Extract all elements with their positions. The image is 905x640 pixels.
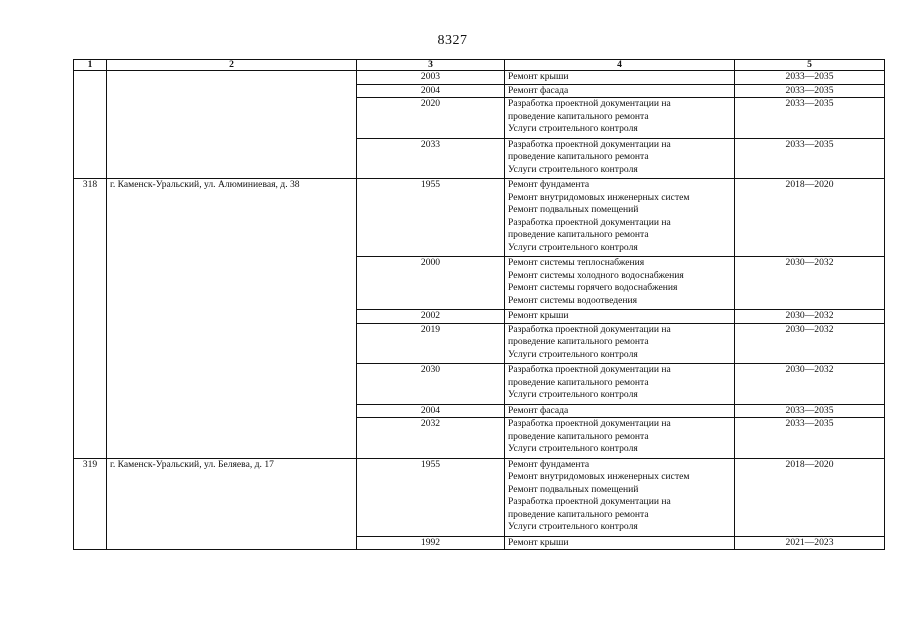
year-cell: 1992	[357, 536, 505, 550]
work-item: проведение капитального ремонта	[508, 336, 649, 347]
period-cell: 2033—2035	[735, 418, 885, 459]
year-cell: 2032	[357, 418, 505, 459]
period-cell: 2030—2032	[735, 364, 885, 405]
work-item: Ремонт крыши	[508, 310, 569, 321]
works-cell	[505, 84, 735, 98]
row-number-cell	[74, 71, 107, 179]
work-item: Ремонт фасада	[508, 84, 569, 96]
table-row	[74, 179, 885, 257]
period-cell: 2018—2020	[735, 458, 885, 536]
work-item: Разработка проектной документации на	[508, 216, 671, 228]
works-cell	[505, 536, 735, 550]
work-item: Ремонт системы теплоснабжения	[508, 257, 645, 268]
page-number: 8327	[437, 33, 468, 48]
works-cell	[505, 71, 735, 85]
work-item: проведение капитального ремонта	[508, 376, 649, 388]
work-item: проведение капитального ремонта	[508, 430, 649, 442]
column-header: 5	[735, 60, 885, 71]
work-item: Разработка проектной документации на	[508, 418, 671, 429]
work-item: Ремонт фасада	[508, 404, 569, 416]
period-cell: 2033—2035	[735, 404, 885, 418]
work-item: проведение капитального ремонта	[508, 110, 649, 122]
work-item: Ремонт внутридомовых инженерных систем	[508, 191, 690, 203]
works-cell	[505, 364, 735, 405]
work-item: Услуги строительного контроля	[508, 348, 638, 360]
works-cell	[505, 138, 735, 179]
work-item: Ремонт крыши	[508, 71, 569, 82]
work-item: Ремонт подвальных помещений	[508, 483, 639, 495]
year-cell: 2019	[357, 323, 505, 364]
period-cell: 2021—2023	[735, 536, 885, 550]
work-item: Ремонт внутридомовых инженерных систем	[508, 471, 690, 482]
year-cell: 2000	[357, 257, 505, 310]
period-cell: 2033—2035	[735, 84, 885, 98]
address-cell	[107, 71, 357, 179]
work-item: Ремонт крыши	[508, 536, 569, 548]
period-cell: 2033—2035	[735, 138, 885, 179]
column-header: 1	[74, 60, 107, 71]
row-number-cell: 319	[74, 458, 107, 550]
work-item: Ремонт системы горячего водоснабжения	[508, 282, 678, 293]
period-cell: 2030—2032	[735, 310, 885, 324]
year-cell: 2020	[357, 98, 505, 139]
work-item: Разработка проектной документации на	[508, 496, 671, 507]
year-cell: 2030	[357, 364, 505, 405]
work-item: Разработка проектной документации на	[508, 364, 671, 375]
column-header: 3	[357, 60, 505, 71]
work-item: Услуги строительного контроля	[508, 521, 638, 532]
period-cell: 2030—2032	[735, 323, 885, 364]
works-cell	[505, 98, 735, 139]
work-item: Разработка проектной документации на	[508, 323, 671, 335]
period-cell: 2033—2035	[735, 71, 885, 85]
year-cell: 2004	[357, 84, 505, 98]
table-row	[74, 71, 885, 85]
works-cell	[505, 418, 735, 459]
works-cell	[505, 323, 735, 364]
work-item: проведение капитального ремонта	[508, 508, 649, 520]
work-item: Услуги строительного контроля	[508, 241, 638, 253]
work-item: Услуги строительного контроля	[508, 389, 638, 400]
work-item: Услуги строительного контроля	[508, 443, 638, 454]
work-item: Ремонт подвальных помещений	[508, 204, 639, 215]
work-item: Ремонт системы холодного водоснабжения	[508, 269, 684, 281]
period-cell: 2030—2032	[735, 257, 885, 310]
works-cell	[505, 404, 735, 418]
works-cell	[505, 310, 735, 324]
year-cell: 1955	[357, 458, 505, 536]
work-item: Ремонт фундамента	[508, 458, 590, 470]
table-body	[74, 71, 885, 550]
works-cell	[505, 179, 735, 257]
year-cell: 2002	[357, 310, 505, 324]
column-header: 2	[107, 60, 357, 71]
column-number-row	[74, 60, 885, 71]
year-cell: 2033	[357, 138, 505, 179]
works-cell	[505, 257, 735, 310]
work-item: проведение капитального ремонта	[508, 229, 649, 240]
work-item: проведение капитального ремонта	[508, 151, 649, 162]
work-item: Услуги строительного контроля	[508, 163, 638, 175]
row-number-cell: 318	[74, 179, 107, 459]
year-cell: 2003	[357, 71, 505, 85]
table-row	[74, 458, 885, 536]
period-cell: 2018—2020	[735, 179, 885, 257]
year-cell: 1955	[357, 179, 505, 257]
column-header: 4	[505, 60, 735, 71]
work-item: Разработка проектной документации на	[508, 138, 671, 150]
works-cell	[505, 458, 735, 536]
address-cell: г. Каменск-Уральский, ул. Алюминиевая, д. 38	[107, 179, 357, 459]
year-cell: 2004	[357, 404, 505, 418]
work-item: Разработка проектной документации на	[508, 98, 671, 109]
work-item: Ремонт системы водоотведения	[508, 294, 638, 306]
period-cell: 2033—2035	[735, 98, 885, 139]
work-item: Ремонт фундамента	[508, 179, 590, 190]
work-item: Услуги строительного контроля	[508, 123, 638, 134]
address-cell: г. Каменск-Уральский, ул. Беляева, д. 17	[107, 458, 357, 550]
repair-schedule-table	[73, 59, 885, 550]
